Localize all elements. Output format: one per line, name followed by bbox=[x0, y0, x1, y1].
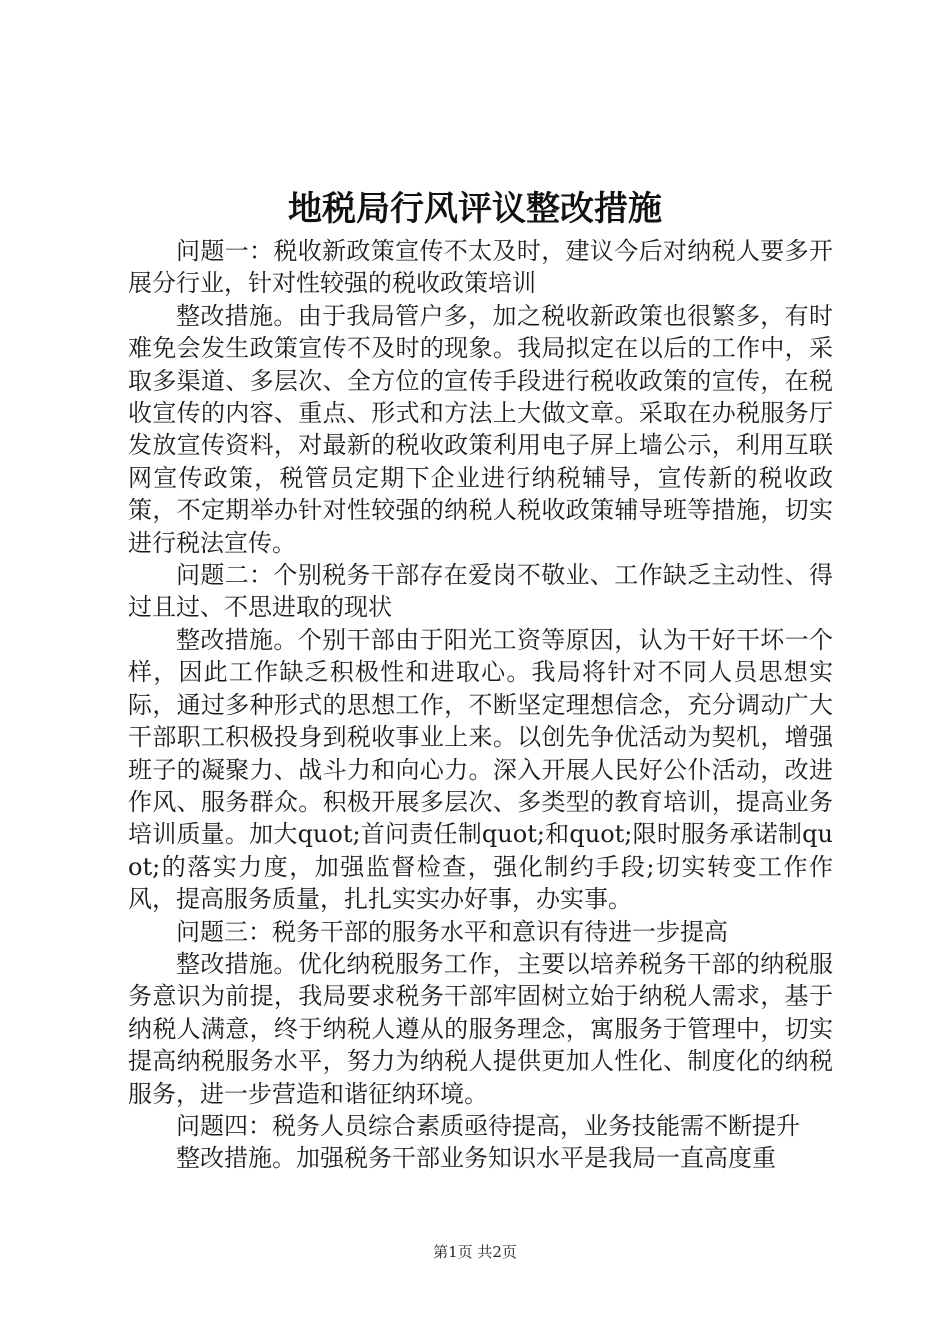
paragraph-measure-3: 整改措施。优化纳税服务工作，主要以培养税务干部的纳税服务意识为前提，我局要求税务干部牢固树立始于纳税人需求，基于纳税人满意，终于纳税人遵从的服务理念，寓服务于管理中，切实提高纳税服务水平，努力为纳税人提供更加人性化、制度化的纳税服务，进一步营造和谐征纳环境。 bbox=[128, 949, 833, 1108]
paragraph-issue-2: 问题二：个别税务干部存在爱岗不敬业、工作缺乏主动性、得过且过、不思进取的现状 bbox=[128, 561, 833, 622]
paragraph-issue-3: 问题三：税务干部的服务水平和意识有待进一步提高 bbox=[176, 917, 728, 946]
document-body bbox=[128, 235, 833, 1175]
paragraph-measure-2: 整改措施。个别干部由于阳光工资等原因，认为干好干坏一个样，因此工作缺乏积极性和进取心。我局将针对不同人员思想实际，通过多种形式的思想工作，不断坚定理想信念，充分调动广大干部职工积极投身到税收事业上来。以创先争优活动为契机，增强班子的凝聚力、战斗力和向心力。深入开展人民好公仆活动，改进作风、服务群众。积极开展多层次、多类型的教育培训，提高业务培训质量。加大quot;首问责任制quot;和quot;限时服务承诺制quot;的落实力度，加强监督检查，强化制约手段;切实转变工作作风，提高服务质量，扎扎实实办好事，办实事。 bbox=[128, 625, 833, 914]
paragraph-measure-1: 整改措施。由于我局管户多，加之税收新政策也很繁多，有时难免会发生政策宣传不及时的现象。我局拟定在以后的工作中，采取多渠道、多层次、全方位的宣传手段进行税收政策的宣传，在税收宣传的内容、重点、形式和方法上大做文章。采取在办税服务厅发放宣传资料，对最新的税收政策利用电子屏上墙公示，利用互联网宣传政策，税管员定期下企业进行纳税辅导，宣传新的税收政策，不定期举办针对性较强的纳税人税收政策辅导班等措施，切实进行税法宣传。 bbox=[128, 301, 833, 557]
paragraph-issue-4: 问题四：税务人员综合素质亟待提高，业务技能需不断提升 bbox=[176, 1111, 800, 1140]
paragraph-issue-1: 问题一：税收新政策宣传不太及时，建议今后对纳税人要多开展分行业，针对性较强的税收政策培训 bbox=[128, 237, 833, 298]
paragraph-measure-4: 整改措施。加强税务干部业务知识水平是我局一直高度重 bbox=[176, 1144, 776, 1173]
page-number-footer: 第1页 共2页 bbox=[433, 1243, 517, 1261]
document-title: 地税局行风评议整改措施 bbox=[288, 189, 662, 229]
